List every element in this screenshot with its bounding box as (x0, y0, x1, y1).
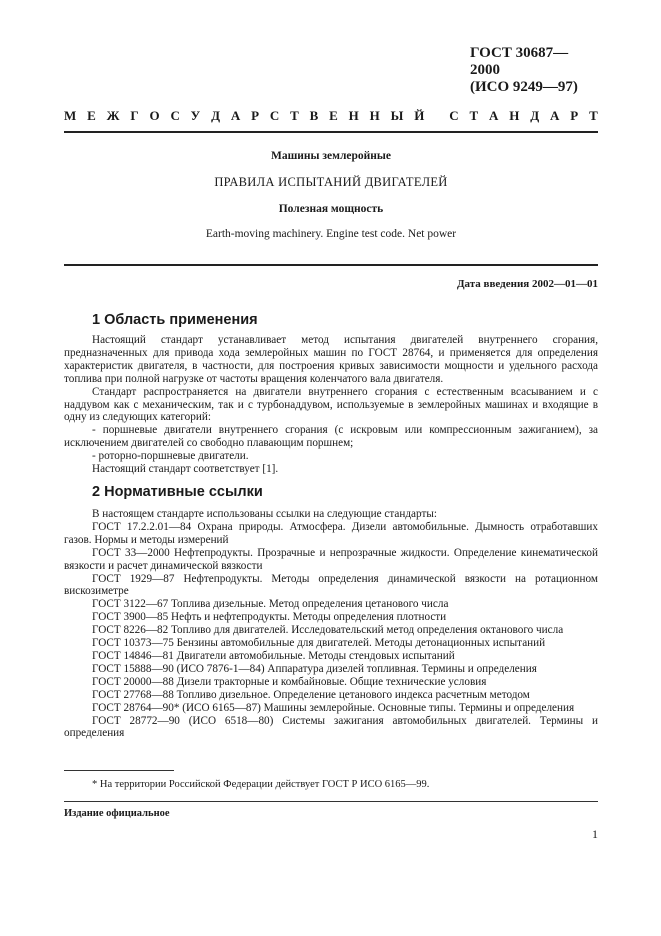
subject-heading: Машины землеройные (270, 150, 391, 162)
banner-letter: О (149, 108, 160, 123)
banner-letter: Д (211, 108, 221, 123)
reference-item: ГОСТ 14846—81 Двигатели автомобильные. Методы стендовых испытаний (92, 649, 455, 662)
banner-letter: Р (251, 108, 260, 123)
introduction-date: Дата введения 2002—01—01 (456, 278, 598, 290)
reference-item: ГОСТ 3900—85 Нефть и нефтепродукты. Методы определения плотности (92, 611, 447, 624)
reference-item: ГОСТ 28764—90* (ИСО 6165—87) Машины землеройные. Основные типы. Термины и определения (92, 701, 575, 714)
reference-item: ГОСТ 1929—87 Нефтепродукты. Методы определения динамической вязкости на ротационном вискозиметре (64, 572, 598, 598)
banner-letter: Ы (390, 108, 404, 123)
banner-letter: Д (530, 108, 540, 123)
banner-letter: Н (369, 108, 380, 123)
section-1-heading: 1 Область применения (92, 312, 258, 328)
reference-item: ГОСТ 8226—82 Топливо для двигателей. Исследовательский метод определения октанового числа (92, 624, 564, 637)
banner-letter: А (230, 108, 241, 123)
banner-letter: Т (469, 108, 479, 123)
banner-letter: Н (348, 108, 359, 123)
banner-letter: Е (329, 108, 338, 123)
footnote-divider (64, 770, 174, 771)
interstate-standard-banner (64, 108, 598, 124)
paragraph: Стандарт распространяется на двигатели внутреннего сгорания с естественным всасыванием и с наддувом как с механическим, так и с турбонаддувом, используемые в землеройных машинах и входящие в одну из следующих категорий: (64, 385, 598, 424)
banner-letter: Е (87, 108, 96, 123)
banner-letter: Т (589, 108, 598, 123)
reference-item: ГОСТ 10373—75 Бензины автомобильные для двигателей. Методы детонационных испытаний (92, 637, 546, 650)
standard-code-block (470, 45, 598, 96)
section-1-body (64, 334, 598, 476)
paragraph: - роторно-поршневые двигатели. (92, 450, 249, 463)
banner-letter: Р (570, 108, 579, 123)
banner-letter: С (269, 108, 280, 123)
title-divider (64, 264, 598, 266)
reference-item: ГОСТ 17.2.2.01—84 Охрана природы. Атмосфера. Дизели автомобильные. Дымность отработавших газов. Нормы и методы измерений (64, 520, 598, 546)
document-subtitle: Полезная мощность (278, 203, 384, 215)
gost-code: ГОСТ 30687—2000 (470, 45, 569, 78)
document-title: ПРАВИЛА ИСПЫТАНИЙ ДВИГАТЕЛЕЙ (214, 175, 448, 189)
paragraph: Настоящий стандарт соответствует [1]. (92, 463, 279, 476)
footnote: * На территории Российской Федерации действует ГОСТ Р ИСО 6165—99. (92, 779, 430, 790)
reference-item: ГОСТ 20000—88 Дизели тракторные и комбайновые. Общие технические условия (92, 675, 487, 688)
paragraph: - поршневые двигатели внутреннего сгорания (с искровым или компрессионным зажиганием), за исключением двигателей со свободно плавающим поршнем; (64, 424, 598, 450)
banner-letter: У (190, 108, 201, 123)
iso-code: (ИСО 9249—97) (470, 79, 578, 95)
banner-letter: С (449, 108, 459, 123)
banner-letter: В (309, 108, 319, 123)
reference-item: ГОСТ 33—2000 Нефтепродукты. Прозрачные и непрозрачные жидкости. Определение кинематической вязкости и расчет динамической вязкости (64, 546, 598, 572)
page-number: 1 (592, 827, 598, 841)
reference-item: ГОСТ 15888—90 (ИСО 7876-1—84) Аппаратура дизелей топливная. Термины и определения (92, 662, 537, 675)
paragraph: В настоящем стандарте использованы ссылки на следующие стандарты: (92, 508, 437, 520)
section-2-heading: 2 Нормативные ссылки (92, 484, 263, 500)
banner-letter: М (64, 108, 77, 123)
banner-letter: С (170, 108, 180, 123)
banner-letter: Г (130, 108, 139, 123)
banner-letter: Т (290, 108, 299, 123)
english-title: Earth-moving machinery. Engine test code. Net power (205, 228, 457, 240)
banner-letter: Н (509, 108, 520, 123)
footer-divider (64, 801, 598, 802)
banner-letter: А (550, 108, 560, 123)
reference-item: ГОСТ 27768—88 Топливо дизельное. Определение цетанового индекса расчетным методом (92, 688, 530, 701)
reference-item: ГОСТ 28772—90 (ИСО 6518—80) Системы зажигания автомобильных двигателей. Термины и определения (64, 714, 598, 740)
banner-letter: А (489, 108, 499, 123)
edition-label: Издание официальное (64, 808, 170, 819)
reference-item: ГОСТ 3122—67 Топлива дизельные. Метод определения цетанового числа (92, 598, 449, 611)
banner-letter (435, 108, 438, 124)
banner-letter: Й (414, 108, 425, 123)
banner-letter: Ж (106, 108, 120, 123)
top-divider (64, 131, 598, 133)
paragraph: Настоящий стандарт устанавливает метод испытания двигателей внутреннего сгорания, предназначенных для привода хода землеройных машин по ГОСТ 28764, и применяется для определения характеристик двигателя, в частности, для построения кривых зависимости мощности и удельного расхода топлива при полной нагрузке от частоты вращения коленчатого вала двигателя. (64, 334, 598, 385)
section-2-body (64, 508, 598, 740)
